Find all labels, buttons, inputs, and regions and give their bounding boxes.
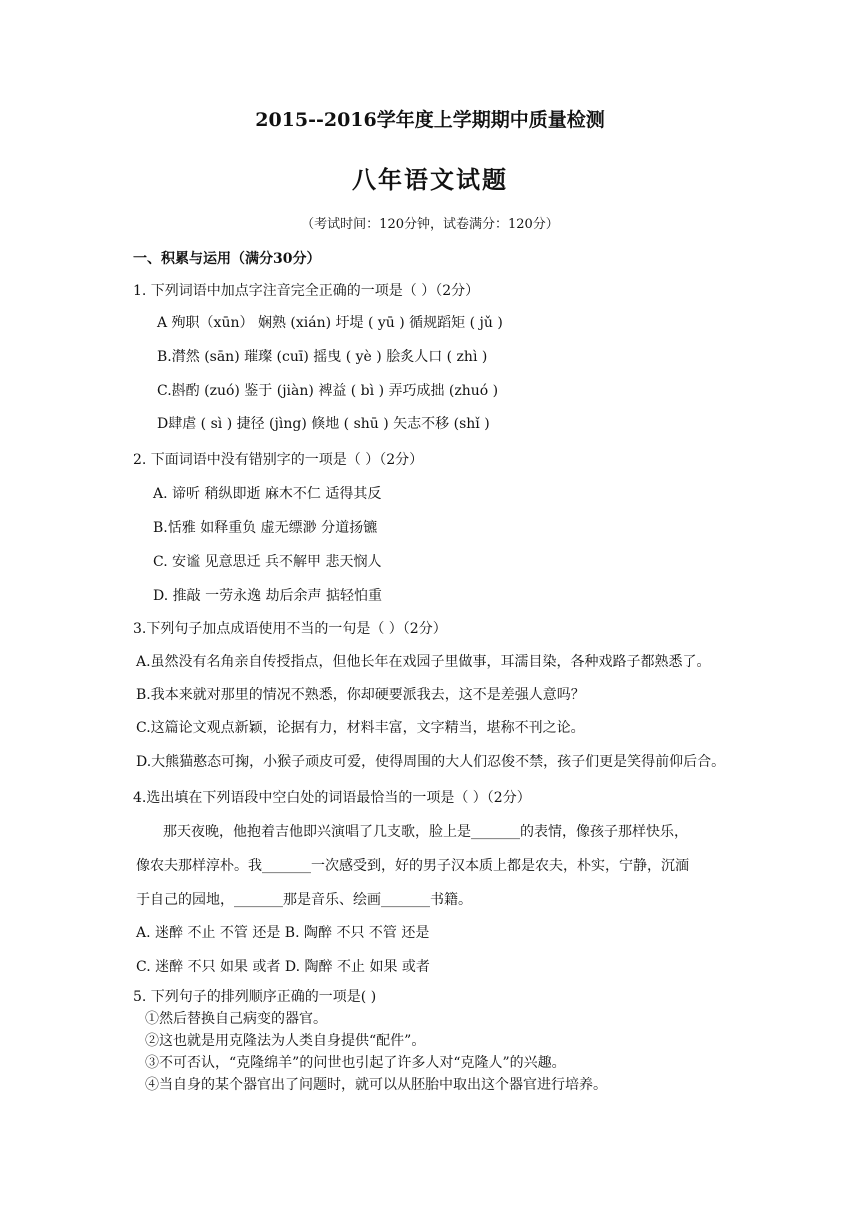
q5-item-3: ③不可否认，“克隆绵羊”的问世也引起了许多人对“克隆人”的兴趣。 bbox=[145, 1055, 566, 1071]
q4-stem: 4.选出填在下列语段中空白处的词语最恰当的一项是（ ）（2分） bbox=[133, 790, 531, 806]
exam-title: 2015--2016学年度上学期期中质量检测 bbox=[255, 109, 605, 131]
q4-passage-line-1: 那天夜晚，他抱着吉他即兴演唱了几支歌，脸上是_______的表情，像孩子那样快乐， bbox=[163, 824, 688, 840]
exam-subtitle: 八年语文试题 bbox=[352, 165, 508, 194]
q1-option-a: A 殉职（xūn） 娴熟 (xián) 圩堤 ( yū ) 循规蹈矩 ( jǔ ) bbox=[157, 315, 503, 331]
section-heading: 一、积累与运用（满分30分） bbox=[133, 251, 321, 267]
q3-option-b: B.我本来就对那里的情况不熟悉，你却硬要派我去，这不是差强人意吗？ bbox=[136, 687, 585, 703]
q2-option-d: D. 推敲 一劳永逸 劫后余声 掂轻怕重 bbox=[153, 588, 382, 604]
q3-stem: 3.下列句子加点成语使用不当的一句是（ ）（2分） bbox=[133, 621, 447, 637]
q3-option-d: D.大熊猫憨态可掬，小猴子顽皮可爱，使得周围的大人们忍俊不禁，孩子们更是笑得前仰后合。 bbox=[136, 754, 726, 770]
q2-option-b: B.恬雅 如释重负 虚无缥渺 分道扬镳 bbox=[153, 520, 378, 536]
q5-stem: 5. 下列句子的排列顺序正确的一项是( ) bbox=[133, 989, 377, 1005]
q1-option-d: D肆虐 ( sì ) 捷径 (jìng) 倏地 ( shū ) 矢志不移 (shǐ ) bbox=[157, 416, 490, 432]
exam-note: （考试时间：120分钟，试卷满分：120分） bbox=[301, 217, 559, 232]
q1-stem: 1. 下列词语中加点字注音完全正确的一项是（ ）（2分） bbox=[133, 283, 480, 299]
q5-item-4: ④当自身的某个器官出了问题时，就可以从胚胎中取出这个器官进行培养。 bbox=[145, 1077, 607, 1093]
q2-option-c: C. 安谧 见意思迁 兵不解甲 悲天悯人 bbox=[153, 554, 382, 570]
q4-options-ab: A. 迷醉 不止 不管 还是 B. 陶醉 不只 不管 还是 bbox=[136, 925, 430, 941]
q1-option-b: B.潸然 (sān) 璀璨 (cuī) 摇曳 ( yè ) 脍炙人口 ( zhì ) bbox=[157, 349, 488, 365]
q4-passage-line-2: 像农夫那样淳朴。我_______一次感受到，好的男子汉本质上都是农夫，朴实，宁静，沉湎 bbox=[136, 858, 689, 874]
q4-options-cd: C. 迷醉 不只 如果 或者 D. 陶醉 不止 如果 或者 bbox=[136, 959, 430, 975]
q3-option-c: C.这篇论文观点新颖，论据有力，材料丰富，文字精当，堪称不刊之论。 bbox=[136, 720, 585, 736]
q5-item-2: ②这也就是用克隆法为人类自身提供“配件”。 bbox=[145, 1033, 426, 1049]
q2-stem: 2. 下面词语中没有错别字的一项是（ ）（2分） bbox=[133, 452, 424, 468]
q3-option-a: A.虽然没有名角亲自传授指点，但他长年在戏园子里做事，耳濡目染，各种戏路子都熟悉了。 bbox=[136, 654, 711, 670]
q4-passage-line-3: 于自己的园地，_______那是音乐、绘画_______书籍。 bbox=[136, 892, 472, 908]
q5-item-1: ①然后替换自己病变的器官。 bbox=[145, 1011, 327, 1027]
q2-option-a: A. 谛听 稍纵即逝 麻木不仁 适得其反 bbox=[153, 486, 382, 502]
q1-option-c: C.斟酌 (zuó) 鉴于 (jiàn) 裨益 ( bì ) 弄巧成拙 (zhuó ) bbox=[157, 383, 499, 399]
